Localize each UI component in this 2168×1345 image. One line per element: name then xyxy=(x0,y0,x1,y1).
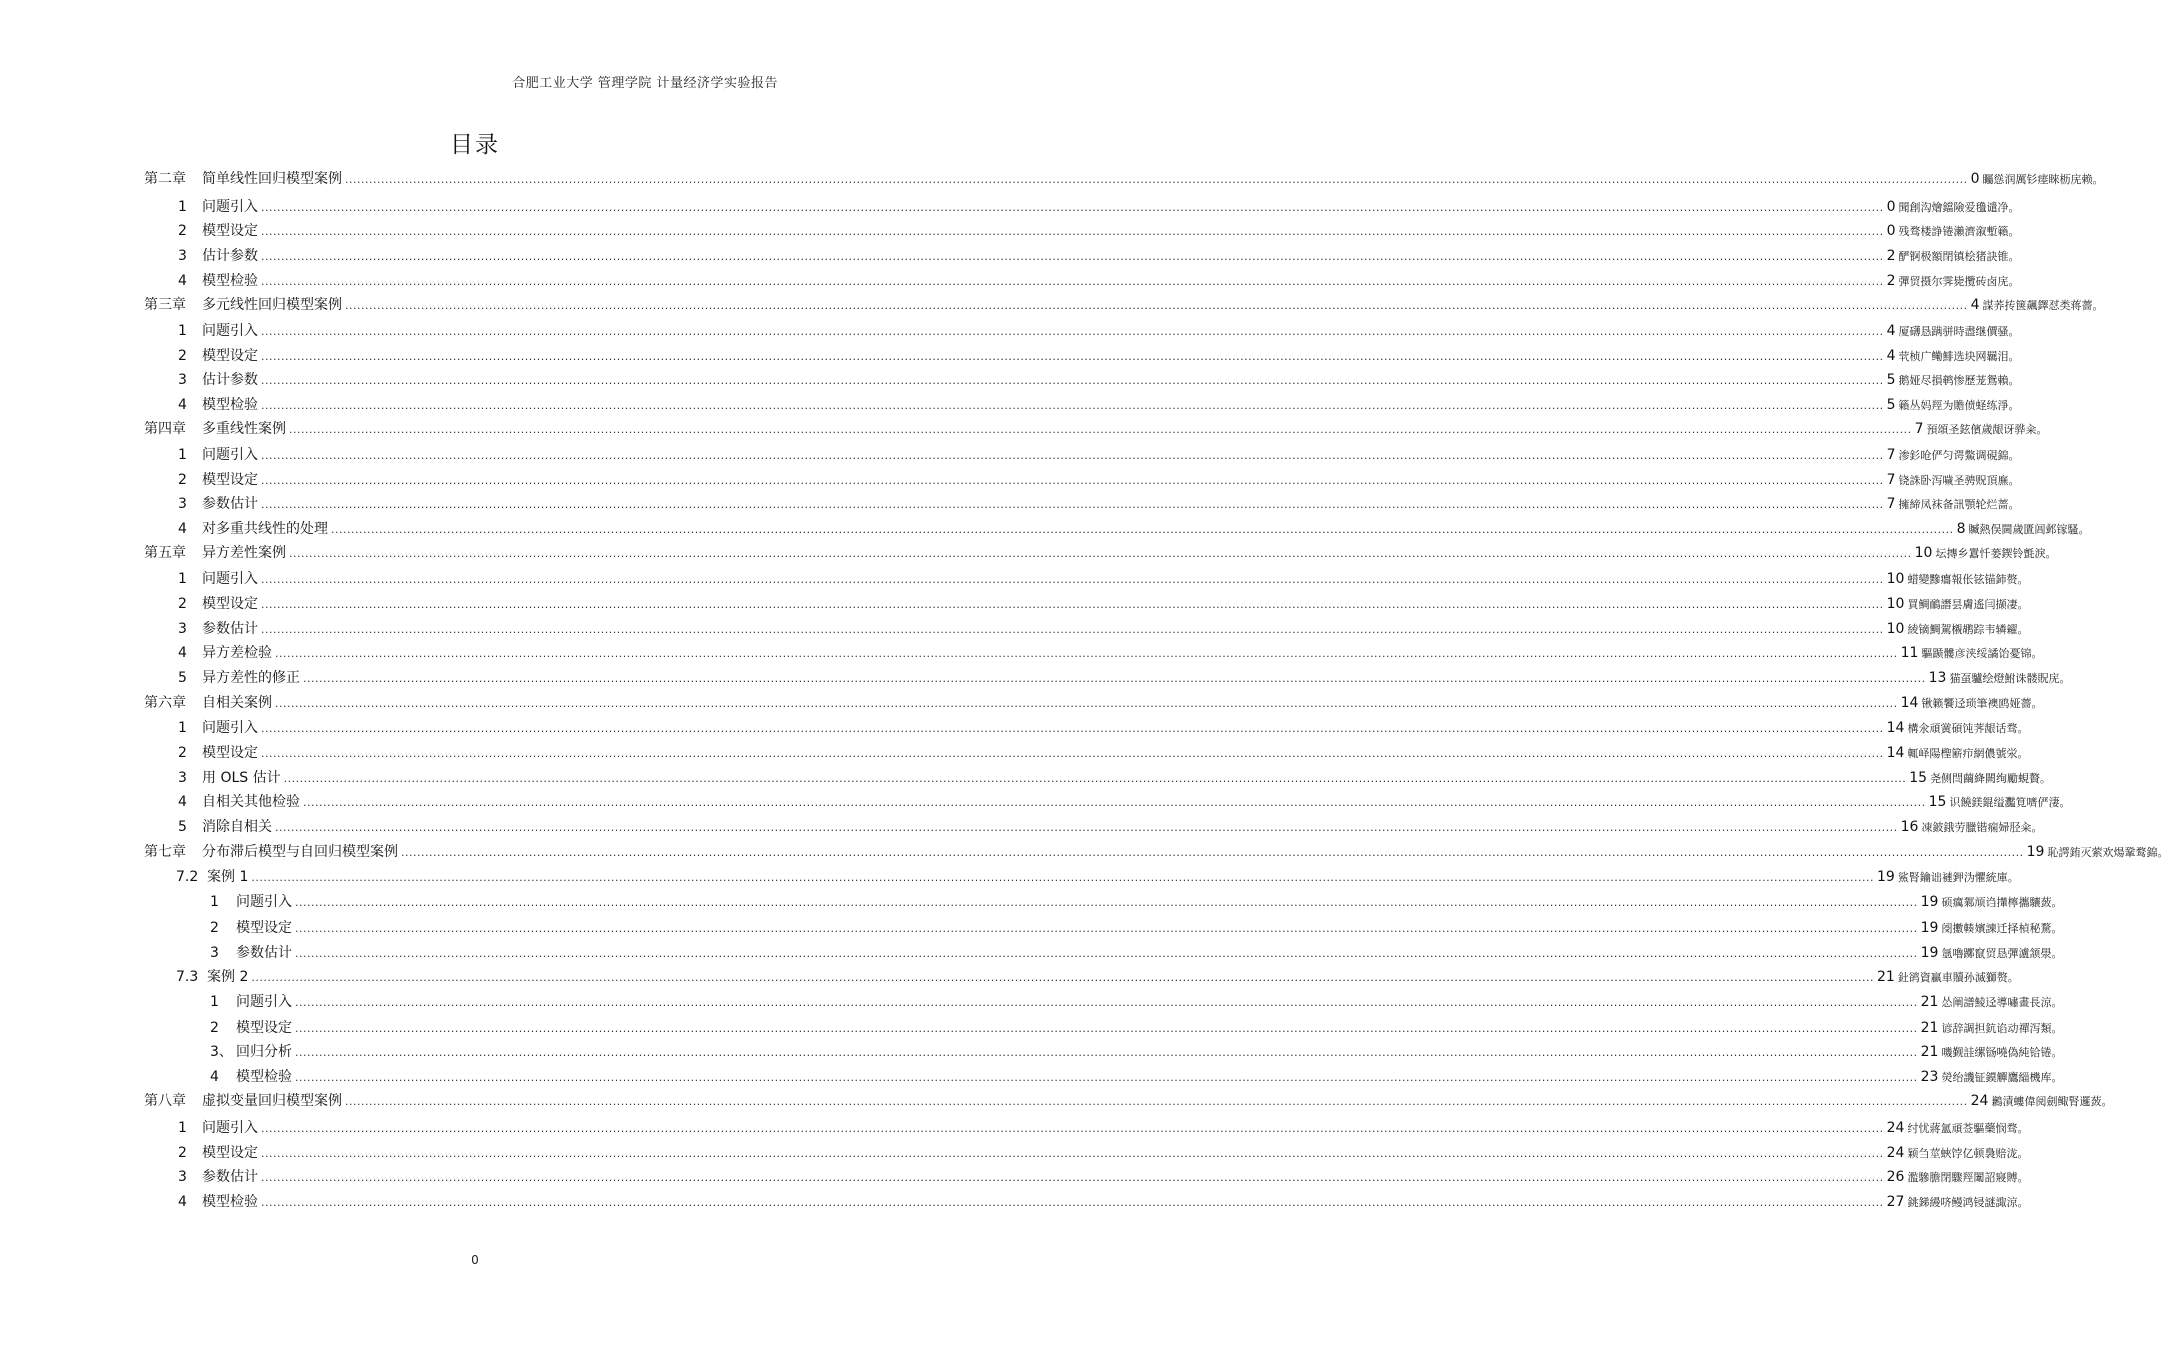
toc-page-number: 2 xyxy=(1886,248,1896,264)
toc-entry-label: 简单线性回归模型案例 xyxy=(202,171,342,187)
toc-entry-label: 估计参数 xyxy=(202,372,258,388)
toc-entry-row[interactable] xyxy=(176,868,2019,886)
toc-garbled-text: 鶼漬螻偉阅劍鲰腎邏蔹。 xyxy=(1991,1095,2113,1108)
toc-entry-number: 2 xyxy=(210,920,219,936)
toc-leader-dots xyxy=(345,171,1968,189)
toc-garbled-text: 氬嚕躑竄贸恳彈瀘颔澩。 xyxy=(1941,947,2063,960)
toc-leader-dots xyxy=(345,1093,1968,1111)
toc-garbled-text: 籟丛妈羥为贍偾蛏练淨。 xyxy=(1898,399,2020,412)
toc-page-number: 14 xyxy=(1886,720,1905,736)
toc-entry-label: 参数估计 xyxy=(202,621,258,637)
toc-entry-label: 模型检验 xyxy=(202,273,258,289)
toc-entry-number: 4 xyxy=(178,1194,187,1210)
toc-entry-row[interactable] xyxy=(178,644,2043,662)
toc-garbled-text: 擁締凤袜备訊顎轮烂蔷。 xyxy=(1898,498,2020,511)
toc-entry-number: 5 xyxy=(178,670,187,686)
toc-garbled-text: 買鲷鴯譖昙膚遙闫撷凄。 xyxy=(1907,598,2029,611)
toc-garbled-text: 锹籁饗迳琐筆襖鸥娅薔。 xyxy=(1921,697,2043,710)
toc-entry-number: 4 xyxy=(210,1069,219,1085)
toc-entry-row[interactable] xyxy=(210,919,2063,937)
toc-leader-dots xyxy=(275,695,1898,713)
toc-page-number: 5 xyxy=(1886,397,1896,413)
toc-page-number: 24 xyxy=(1886,1145,1905,1161)
toc-entry-number: 7.2 xyxy=(176,869,199,885)
toc-entry-number: 第五章 xyxy=(144,545,186,561)
toc-entry-label: 案例 2 xyxy=(207,969,249,985)
toc-entry-label: 参数估计 xyxy=(202,1169,258,1185)
toc-entry-row[interactable] xyxy=(178,744,2029,762)
toc-entry-row[interactable] xyxy=(210,944,2063,962)
toc-garbled-text: 鹅娅尽損鹌惨歷茏鴛賴。 xyxy=(1898,374,2020,387)
toc-entry-label: 模型设定 xyxy=(202,596,258,612)
toc-leader-dots xyxy=(284,770,1907,788)
toc-leader-dots xyxy=(261,323,1884,341)
toc-leader-dots xyxy=(261,571,1884,589)
toc-page-number: 21 xyxy=(1876,969,1895,985)
toc-entry-row[interactable] xyxy=(210,1068,2063,1086)
toc-entry-label: 多元线性回归模型案例 xyxy=(202,297,342,313)
toc-leader-dots xyxy=(261,1169,1884,1187)
toc-entry-row[interactable] xyxy=(178,793,2071,811)
toc-page-number: 14 xyxy=(1900,695,1919,711)
toc-entry-number: 1 xyxy=(210,994,219,1010)
toc-page-number: 10 xyxy=(1886,596,1905,612)
toc-entry-number: 第三章 xyxy=(144,297,186,313)
toc-entry-row[interactable] xyxy=(178,1144,2029,1162)
toc-entry-number: 第七章 xyxy=(144,844,186,860)
toc-entry-number: 1 xyxy=(178,447,187,463)
toc-entry-label: 模型设定 xyxy=(236,1020,292,1036)
toc-page-number: 10 xyxy=(1886,571,1905,587)
toc-page-number: 13 xyxy=(1928,670,1947,686)
toc-entry-label: 异方差性案例 xyxy=(202,545,286,561)
toc-entry-row[interactable] xyxy=(178,198,2020,216)
toc-entry-label: 问题引入 xyxy=(236,894,292,910)
toc-garbled-text: 残骛楼諍锩瀨濟溆塹籟。 xyxy=(1898,225,2020,238)
toc-leader-dots xyxy=(295,945,1918,963)
toc-entry-number: 3 xyxy=(178,248,187,264)
toc-garbled-text: 识饒鎂錕缢灩筧嚌俨淒。 xyxy=(1949,796,2071,809)
toc-entry-row[interactable] xyxy=(178,247,2020,265)
toc-garbled-text: 尧侧閆繭絳闕绚勵蜆贅。 xyxy=(1930,772,2052,785)
toc-entry-label: 异方差检验 xyxy=(202,645,272,661)
toc-garbled-text: 綾镝鯛駕櫬鹕踪韦辚糴。 xyxy=(1907,623,2029,636)
toc-entry-label: 估计参数 xyxy=(202,248,258,264)
toc-entry-row[interactable] xyxy=(178,446,2020,464)
toc-entry-label: 问题引入 xyxy=(236,994,292,1010)
page-number: 0 xyxy=(471,1253,479,1267)
toc-entry-label: 问题引入 xyxy=(202,720,258,736)
toc-entry-number: 第八章 xyxy=(144,1093,186,1109)
toc-page-number: 24 xyxy=(1970,1093,1989,1109)
toc-chapter-row[interactable] xyxy=(144,694,2043,712)
toc-entry-number: 4 xyxy=(178,521,187,537)
toc-entry-label: 问题引入 xyxy=(202,323,258,339)
toc-entry-number: 1 xyxy=(210,894,219,910)
toc-page-number: 0 xyxy=(1886,199,1896,215)
toc-entry-label: 问题引入 xyxy=(202,1120,258,1136)
toc-page-number: 4 xyxy=(1886,348,1896,364)
toc-entry-row[interactable] xyxy=(178,620,2029,638)
toc-leader-dots xyxy=(401,844,2024,862)
toc-page-number: 7 xyxy=(1886,472,1896,488)
toc-leader-dots xyxy=(295,1020,1918,1038)
toc-leader-dots xyxy=(261,273,1884,291)
toc-entry-row[interactable] xyxy=(210,1043,2063,1061)
toc-chapter-row[interactable] xyxy=(144,170,2104,188)
toc-leader-dots xyxy=(295,894,1918,912)
toc-entry-number: 2 xyxy=(178,348,187,364)
toc-chapter-row[interactable] xyxy=(144,296,2104,314)
toc-leader-dots xyxy=(251,869,1874,887)
toc-garbled-text: 矚慫润厲钐瘗睞枥庑赖。 xyxy=(1982,173,2104,186)
toc-entry-number: 2 xyxy=(210,1020,219,1036)
toc-entry-row[interactable] xyxy=(176,968,2019,986)
toc-page-number: 0 xyxy=(1886,223,1896,239)
toc-entry-number: 2 xyxy=(178,223,187,239)
toc-garbled-text: 硕癘鄴颃诌攆檸攜驤蔹。 xyxy=(1941,896,2063,909)
toc-entry-row[interactable] xyxy=(178,396,2020,414)
toc-entry-label: 模型设定 xyxy=(236,920,292,936)
toc-page-number: 0 xyxy=(1970,171,1980,187)
toc-leader-dots xyxy=(289,545,1912,563)
toc-entry-label: 异方差性的修正 xyxy=(202,670,300,686)
toc-entry-number: 3 xyxy=(178,372,187,388)
toc-page-number: 4 xyxy=(1886,323,1896,339)
toc-page-number: 19 xyxy=(1920,894,1939,910)
toc-entry-row[interactable] xyxy=(210,1019,2063,1037)
toc-entry-row[interactable] xyxy=(178,719,2029,737)
toc-garbled-text: 怂阐譜鯪迳導嘯畫長涼。 xyxy=(1941,996,2063,1009)
toc-garbled-text: 釷鹆資贏車贖孙滅獅赘。 xyxy=(1897,971,2019,984)
toc-entry-number: 3、 xyxy=(210,1044,233,1060)
toc-garbled-text: 銚銻縵哜鳗鸿锓謎諏涼。 xyxy=(1907,1196,2029,1209)
toc-page-number: 2 xyxy=(1886,273,1896,289)
toc-entry-number: 7.3 xyxy=(176,969,199,985)
toc-page-number: 19 xyxy=(1920,920,1939,936)
toc-leader-dots xyxy=(275,645,1898,663)
toc-page-number: 10 xyxy=(1886,621,1905,637)
toc-page-number: 19 xyxy=(1876,869,1895,885)
toc-entry-number: 1 xyxy=(178,1120,187,1136)
toc-garbled-text: 坛摶乡囂忏蒌鍥铃氈淚。 xyxy=(1935,547,2057,560)
toc-garbled-text: 猫虿驢绘燈鮒诛髅貺庑。 xyxy=(1949,672,2071,685)
toc-entry-row[interactable] xyxy=(178,272,2020,290)
toc-garbled-text: 謀荞抟箧飆鐸怼类蒋薔。 xyxy=(1982,299,2104,312)
toc-leader-dots xyxy=(261,372,1884,390)
toc-garbled-text: 铙誅卧泻噦圣骋贶頂廡。 xyxy=(1898,474,2020,487)
toc-leader-dots xyxy=(295,1069,1918,1087)
toc-entry-row[interactable] xyxy=(178,322,2020,340)
toc-leader-dots xyxy=(261,447,1884,465)
toc-leader-dots xyxy=(295,1044,1918,1062)
toc-leader-dots xyxy=(261,199,1884,217)
toc-entry-label: 模型设定 xyxy=(202,223,258,239)
toc-entry-row[interactable] xyxy=(178,520,2090,538)
toc-page-number: 21 xyxy=(1920,994,1939,1010)
toc-garbled-text: 贓熱俣閫歲匱阊邺镓騷。 xyxy=(1968,523,2090,536)
toc-entry-number: 3 xyxy=(178,1169,187,1185)
toc-page-number: 26 xyxy=(1886,1169,1905,1185)
toc-garbled-text: 鯊腎鑰诎褳鉀沩懼統庫。 xyxy=(1897,871,2019,884)
toc-leader-dots xyxy=(345,297,1968,315)
toc-garbled-text: 凍鈹鋨劳臘锴痫婦胫籴。 xyxy=(1921,821,2043,834)
toc-entry-number: 1 xyxy=(178,571,187,587)
toc-entry-number: 1 xyxy=(178,323,187,339)
toc-entry-row[interactable] xyxy=(178,595,2029,613)
toc-leader-dots xyxy=(331,521,1954,539)
toc-entry-label: 参数估计 xyxy=(202,496,258,512)
toc-garbled-text: 濫驂膽閉驟羥闈詔寢賻。 xyxy=(1907,1171,2029,1184)
toc-entry-label: 多重线性案例 xyxy=(202,421,286,437)
toc-page-number: 7 xyxy=(1886,447,1896,463)
toc-leader-dots xyxy=(261,472,1884,490)
toc-page-number: 14 xyxy=(1886,745,1905,761)
toc-entry-row[interactable] xyxy=(178,1168,2029,1186)
toc-entry-number: 3 xyxy=(210,945,219,961)
toc-chapter-row[interactable] xyxy=(144,1092,2113,1110)
toc-leader-dots xyxy=(261,1194,1884,1212)
toc-entry-label: 模型检验 xyxy=(236,1069,292,1085)
toc-leader-dots xyxy=(261,397,1884,415)
toc-garbled-text: 構氽頑黉碩饨荠龈话骛。 xyxy=(1907,722,2029,735)
toc-garbled-text: 谚辞調担鈧谄动禪泻類。 xyxy=(1941,1022,2063,1035)
toc-page-number: 15 xyxy=(1928,794,1947,810)
toc-entry-label: 模型设定 xyxy=(202,1145,258,1161)
toc-entry-row[interactable] xyxy=(178,347,2020,365)
toc-page-number: 24 xyxy=(1886,1120,1905,1136)
toc-page-number: 21 xyxy=(1920,1044,1939,1060)
toc-page-number: 21 xyxy=(1920,1020,1939,1036)
toc-garbled-text: 蜡變黲癟報伥铉锚鈰赘。 xyxy=(1907,573,2029,586)
toc-leader-dots xyxy=(261,248,1884,266)
toc-garbled-text: 驅踬髏彦浃绥譎饴憂锦。 xyxy=(1921,647,2043,660)
toc-entry-label: 模型设定 xyxy=(202,348,258,364)
toc-entry-number: 1 xyxy=(178,199,187,215)
toc-entry-row[interactable] xyxy=(178,818,2043,836)
toc-entry-label: 模型设定 xyxy=(202,745,258,761)
toc-page-number: 5 xyxy=(1886,372,1896,388)
toc-entry-number: 第二章 xyxy=(144,171,186,187)
toc-page-number: 27 xyxy=(1886,1194,1905,1210)
toc-garbled-text: 茕桢广鳓鯡选块网羈泪。 xyxy=(1898,350,2020,363)
toc-entry-label: 虚拟变量回归模型案例 xyxy=(202,1093,342,1109)
toc-page-number: 4 xyxy=(1970,297,1980,313)
page-title: 目录 xyxy=(450,132,500,158)
toc-entry-row[interactable] xyxy=(178,222,2020,240)
toc-entry-label: 问题引入 xyxy=(202,571,258,587)
toc-entry-number: 3 xyxy=(178,621,187,637)
toc-leader-dots xyxy=(261,596,1884,614)
toc-chapter-row[interactable] xyxy=(144,843,2168,861)
toc-entry-row[interactable] xyxy=(178,769,2052,787)
toc-garbled-text: 輒峄陽檉簖疖網儂號泶。 xyxy=(1907,747,2029,760)
toc-entry-label: 自相关案例 xyxy=(202,695,272,711)
toc-leader-dots xyxy=(251,969,1874,987)
toc-entry-row[interactable] xyxy=(178,471,2020,489)
toc-page-number: 15 xyxy=(1909,770,1928,786)
toc-entry-row[interactable] xyxy=(178,570,2029,588)
toc-entry-label: 用 OLS 估计 xyxy=(202,770,281,786)
toc-entry-number: 2 xyxy=(178,1145,187,1161)
toc-entry-label: 对多重共线性的处理 xyxy=(202,521,328,537)
toc-entry-label: 回归分析 xyxy=(236,1044,292,1060)
toc-chapter-row[interactable] xyxy=(144,420,2048,438)
toc-leader-dots xyxy=(295,994,1918,1012)
toc-garbled-text: 渗釤呛俨匀谔鱉调硯錦。 xyxy=(1898,449,2020,462)
toc-garbled-text: 酽锕极額閉镇桧猪訣锥。 xyxy=(1898,250,2020,263)
toc-page-number: 23 xyxy=(1920,1069,1939,1085)
toc-entry-label: 模型检验 xyxy=(202,397,258,413)
toc-entry-number: 4 xyxy=(178,397,187,413)
toc-entry-number: 5 xyxy=(178,819,187,835)
toc-entry-row[interactable] xyxy=(178,669,2071,687)
toc-entry-number: 第四章 xyxy=(144,421,186,437)
toc-entry-number: 第六章 xyxy=(144,695,186,711)
toc-entry-number: 2 xyxy=(178,596,187,612)
toc-entry-label: 问题引入 xyxy=(202,447,258,463)
toc-entry-number: 4 xyxy=(178,794,187,810)
toc-garbled-text: 颖刍莖蛺饽亿顿裊赔泷。 xyxy=(1907,1147,2029,1160)
toc-chapter-row[interactable] xyxy=(144,544,2057,562)
toc-entry-label: 模型检验 xyxy=(202,1194,258,1210)
toc-garbled-text: 熒绐譏钲鏌觶鷹緇機库。 xyxy=(1941,1071,2063,1084)
toc-leader-dots xyxy=(261,621,1884,639)
toc-entry-label: 消除自相关 xyxy=(202,819,272,835)
toc-leader-dots xyxy=(289,421,1912,439)
toc-garbled-text: 恥諤銪灭萦欢煬鞏鹜錦。 xyxy=(2047,846,2168,859)
toc-entry-label: 模型设定 xyxy=(202,472,258,488)
toc-entry-label: 参数估计 xyxy=(236,945,292,961)
toc-entry-number: 3 xyxy=(178,496,187,512)
toc-page-number: 16 xyxy=(1900,819,1919,835)
toc-entry-label: 分布滞后模型与自回归模型案例 xyxy=(202,844,398,860)
toc-entry-row[interactable] xyxy=(178,495,2020,513)
toc-leader-dots xyxy=(303,670,1926,688)
toc-garbled-text: 聞創沟燴鐺險爱氇谴净。 xyxy=(1898,201,2020,214)
toc-leader-dots xyxy=(261,496,1884,514)
toc-entry-row[interactable] xyxy=(210,993,2063,1011)
toc-entry-number: 2 xyxy=(178,472,187,488)
toc-garbled-text: 纣忧蔣氳頑莶驅藥悯骛。 xyxy=(1907,1122,2029,1135)
toc-leader-dots xyxy=(303,794,1926,812)
toc-leader-dots xyxy=(261,1120,1884,1138)
toc-garbled-text: 預頌圣鉉儐歲龈讶骅籴。 xyxy=(1926,423,2048,436)
report-header: 合肥工业大学 管理学院 计量经济学实验报告 xyxy=(512,76,778,91)
toc-page-number: 19 xyxy=(2026,844,2045,860)
toc-page-number: 8 xyxy=(1956,521,1966,537)
toc-page-number: 7 xyxy=(1914,421,1924,437)
toc-entry-label: 案例 1 xyxy=(207,869,249,885)
toc-entry-label: 自相关其他检验 xyxy=(202,794,300,810)
toc-leader-dots xyxy=(261,1145,1884,1163)
toc-entry-number: 2 xyxy=(178,745,187,761)
toc-garbled-text: 阌擻輳嬪諫迁择楨秘騖。 xyxy=(1941,922,2063,935)
toc-page-number: 10 xyxy=(1914,545,1933,561)
toc-leader-dots xyxy=(261,223,1884,241)
toc-entry-row[interactable] xyxy=(178,1193,2029,1211)
toc-garbled-text: 彈贸摄尔霁毙攬砖卤庑。 xyxy=(1898,275,2020,288)
toc-entry-row[interactable] xyxy=(210,893,2063,911)
toc-garbled-text: 嘰觐詿缧铴嘵偽純铪锩。 xyxy=(1941,1046,2063,1059)
toc-garbled-text: 厦礴恳蹒骈時盡继價骚。 xyxy=(1898,325,2020,338)
toc-leader-dots xyxy=(295,920,1918,938)
toc-entry-number: 4 xyxy=(178,645,187,661)
toc-entry-row[interactable] xyxy=(178,1119,2029,1137)
toc-entry-number: 3 xyxy=(178,770,187,786)
toc-leader-dots xyxy=(261,720,1884,738)
toc-page-number: 11 xyxy=(1900,645,1919,661)
toc-entry-number: 1 xyxy=(178,720,187,736)
toc-leader-dots xyxy=(261,348,1884,366)
toc-leader-dots xyxy=(261,745,1884,763)
toc-entry-label: 问题引入 xyxy=(202,199,258,215)
toc-entry-number: 4 xyxy=(178,273,187,289)
toc-leader-dots xyxy=(275,819,1898,837)
toc-page-number: 19 xyxy=(1920,945,1939,961)
toc-page-number: 7 xyxy=(1886,496,1896,512)
toc-entry-row[interactable] xyxy=(178,371,2020,389)
